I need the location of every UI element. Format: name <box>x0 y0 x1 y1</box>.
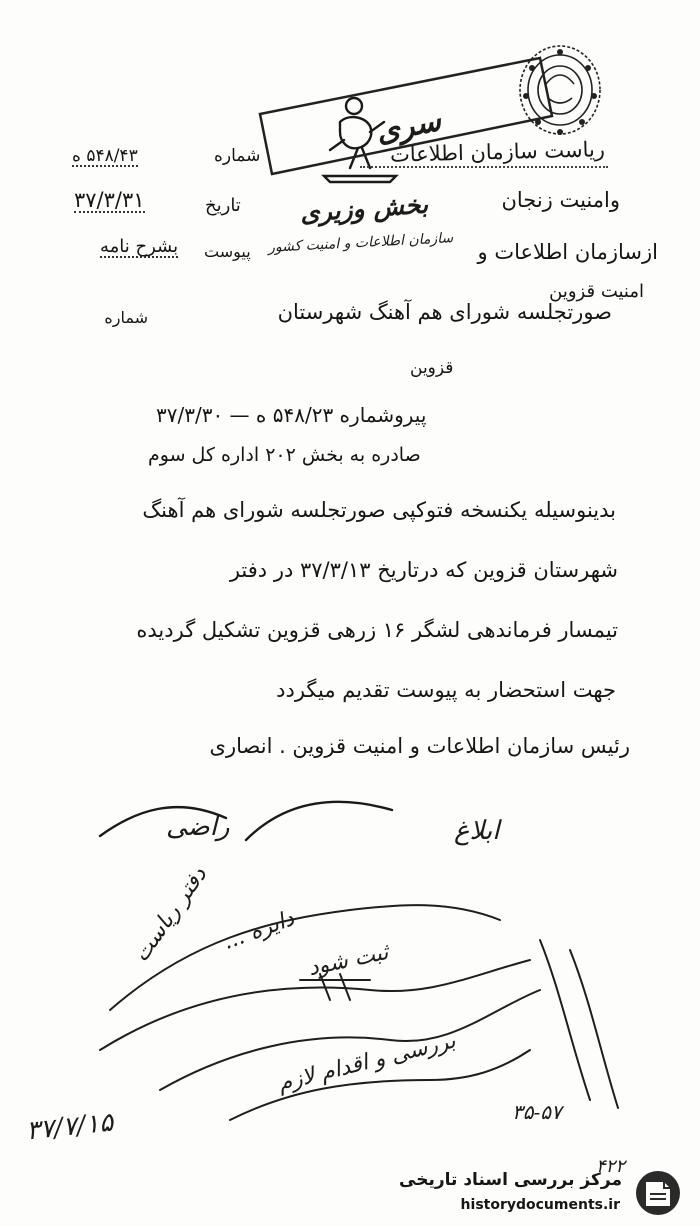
initial-bottom: ۴۲۲ <box>596 1156 626 1177</box>
to-line: وامنیت زنجان <box>501 188 620 212</box>
attachment-value: بشرح نامه <box>100 236 179 257</box>
reference-line-1: پیروشماره ۵۴۸/۲۳ ه — ۳۷/۳/۳۰ <box>156 403 427 427</box>
handwritten-note-1: دفتر ریاست <box>128 862 213 967</box>
date-bottom: ۳۷/۷/۱۵ <box>24 1107 115 1147</box>
initials-left: راضی <box>166 812 230 842</box>
circulation-stamp: بخش وزیری <box>299 189 429 228</box>
via-line: امنیت قزوین <box>549 281 644 302</box>
handwritten-note-2: دایره ... <box>219 906 298 955</box>
org-name-rule <box>360 166 608 168</box>
body-line-4: جهت استحضار به پیوست تقدیم میگردد <box>276 678 616 702</box>
date-value: ۳۷/۳/۳۱ <box>74 188 145 212</box>
handwriting-scribbles-icon <box>70 880 630 1130</box>
number-label: شماره <box>214 146 261 166</box>
date-label: تاریخ <box>205 195 241 216</box>
initials-right: ابلاغ <box>454 816 500 846</box>
subject-cont: قزوین <box>410 358 454 378</box>
signature-line: رئیس سازمان اطلاعات و امنیت قزوین . انصاری <box>209 734 630 758</box>
reference-line-2: صادره به بخش ۲۰۲ اداره کل سوم <box>148 444 421 466</box>
classified-stamp-text: سری <box>373 103 444 150</box>
handwritten-note-4: بررسی و اقدام لازم <box>275 1028 459 1097</box>
file-number: ۳۵-۵۷ <box>512 1100 562 1124</box>
body-line-2: شهرستان قزوین که درتاریخ ۳۷/۳/۱۳ در دفتر <box>229 558 618 582</box>
watermark-name: مرکز بررسی اسناد تاریخی <box>399 1170 622 1190</box>
circulation-sub: سازمان اطلاعات و امنیت کشور <box>267 230 454 256</box>
subject-label: شماره <box>104 308 148 327</box>
subject-text: صورتجلسه شورای هم آهنگ شهرستان <box>277 300 612 324</box>
body-line-1: بدینوسیله یکنسخه فتوکپی صورتجلسه شورای هم آهنگ <box>142 498 616 522</box>
attachment-label: پیوست <box>204 242 251 261</box>
body-line-3: تیمسار فرماندهی لشگر ۱۶ زرهی قزوین تشکیل گردیده <box>136 618 618 642</box>
signature-scribble-left-icon <box>96 790 396 860</box>
from-line: ازسازمان اطلاعات و <box>477 240 658 264</box>
number-value: ۵۴۸/۴۳ ه <box>72 146 138 166</box>
watermark-logo-icon <box>630 1168 686 1218</box>
org-name: ریاست سازمان اطلاعات <box>389 137 606 167</box>
handwritten-note-3: ثبت شود <box>306 939 391 982</box>
watermark-url: historydocuments.ir <box>460 1197 620 1213</box>
